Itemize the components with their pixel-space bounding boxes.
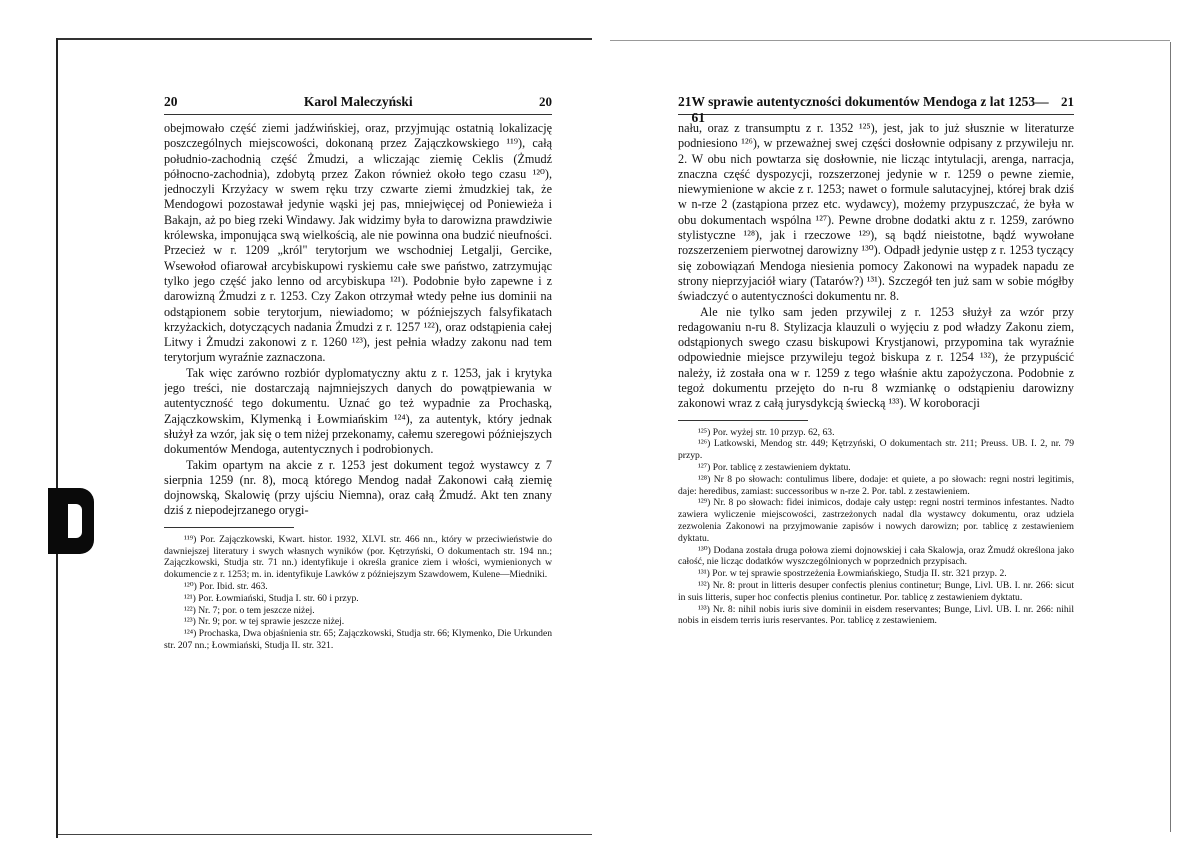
footnote-126: ¹²⁶) Latkowski, Mendog str. 449; Kętrzyński, O dokumentach str. 211; Preuss. UB. I. 2, nr. 79 przyp. <box>678 438 1074 462</box>
footnote-128: ¹²⁸) Nr 8 po słowach: contulimus libere, dodaje: et quiete, a po słowach: regni nostri legitimis, daje: heredibus, zamiast: successoribus w n-rze 2. Por. tabl. z zestawieniem. <box>678 473 1074 497</box>
footnote-121: ¹²¹) Por. Łowmiański, Studja I. str. 60 i przyp. <box>184 592 359 604</box>
left-footnotes <box>164 534 552 652</box>
footnote-127: ¹²⁷) Por. tablicę z zestawieniem dyktatu. <box>698 462 851 474</box>
footnote-123: ¹²³) Nr. 9; por. w tej sprawie jeszcze niżej. <box>184 616 345 628</box>
left-paragraph-2: Tak więc zarówno rozbiór dyplomatyczny aktu z r. 1253, jak i krytyka jego treści, nie dostarczają najmniejszych danych do powątpiewania w autentyczność tego dokumentu. Uznać go też wypadnie za Prochaską, Zajączkowskim, Klymenką i Łowmiańskim ¹²⁴), za autentyk, który jednak służył za wzór, jak się o tem niżej przekonamy, całemu szeregowi późniejszych dokumentów Mendoga, autentycznych i podrobionych. <box>164 365 552 457</box>
left-paragraph-1: obejmowało część ziemi jadźwińskiej, oraz, przyjmując ostatnią lokalizację poszczególnych miejscowości, dokonaną przez Zajączkowskiego ¹¹⁹), całą południo-zachodnią część Żmudzi, a wliczając ziemię Ceklis (Żmudź północno-zachodnia), zdobytą przez Zakon również około tego czasu ¹²⁰), jednoczyli Krzyżacy w swem ręku trzy czwarte ziemi żmudzkiej tak, że Mendogowi pozostawał jedynie wąski jej pas, mniejwięcej od Poniewieża i Bakajn, aż po bieg rzeki Windawy. Jak widzimy była to darowizna prawdziwie królewska, imponująca swą wielkością, ale nie powinna ona budzić nieufności. Przecież w r. 1209 „król" terytorjum we wschodniej Letgalji, Gercike, Wsewołod ofiarował arcybiskupowi ryskiemu całe swe państwo, zatrzymując tylko jego część jako lenno od arcybiskupa ¹²¹). Podobnie było zapewne i z darowizną Żmudzi z r. 1253. Czy Zakon otrzymał wtedy pełne ius dominii na odstąpionem sobie terytorjum, niewiadomo; w późniejszych falsyfikatach krzyżackich, dotyczących nadania Żmudzi z r. 1257 ¹²²), oraz odstąpienia całej Litwy i Żmudzi zakonowi z r. 1260 ¹²³), jest pełnia władzy zakonu nad tem terytorjum wyraźnie zaznaczona. <box>164 121 552 365</box>
footnote-119: ¹¹⁹) Por. Zajączkowski, Kwart. histor. 1932, XLVI. str. 466 nn., który w przeciwieństwie do dawniejszej literatury i swych własnych wyników (por. Kętrzyński, O dokumentach str. 194 nn.; Zajączkowski, Studja str. 71 nn.) identyfikuje i określa granice ziem i włości, wymienionych w dokumencie z r. 1253; m. in. identyfikuje Lawków z późniejszym Szawdowem, Kulene—Miedniki. <box>164 533 552 581</box>
right-footnotes <box>678 427 1074 628</box>
footnote-124: ¹²⁴) Prochaska, Dwa objaśnienia str. 65; Zajączkowski, Studja str. 66; Klymenko, Die Urkunden str. 207 nn.; Łowmiański, Studja II. str. 321. <box>164 628 552 651</box>
left-page-number: 20 <box>164 94 178 109</box>
right-page-number: 21 <box>678 94 692 109</box>
binder-clip <box>48 488 94 554</box>
footnote-122: ¹²²) Nr. 7; por. o tem jeszcze niżej. <box>184 604 315 616</box>
left-running-title: Karol Maleczyński <box>303 94 413 109</box>
scan-border-left <box>56 38 58 838</box>
footnote-129: ¹²⁹) Nr. 8 po słowach: fidei inimicos, dodaje cały ustęp: regni nostri terminos infestantes. Nadto zawiera wyliczenie miejscowości, zastrzeżonych nadal dla wystawcy dokumentu, oraz udziela zezwolenia Zakonowi na przyjmowanie zapisów i nowych darowizn; por. tablicę z zestawieniem dyktatu. <box>678 497 1074 544</box>
right-paragraph-2: Ale nie tylko sam jeden przywilej z r. 1253 służył za wzór przy redagowaniu n-ru 8. Stylizacja klauzuli o wyjęciu z pod władzy Zakonu ziem, odstąpionych swego czasu biskupowi Krystjanowi, przypomina tak wyraźnie odpowiednie miejsce przywileju tegoż biskupa z r. 1254 ¹³²), że przypuścić należy, iż została ona w r. 1259 z tego właśnie aktu zapożyczona. Podobnie z tegoż dokumentu przejęto do n-ru 8 wzmiankę o odstąpieniu darowizny zakonowi wraz z całą jurysdykcją świecką ¹³³). W koroboracji <box>678 304 1074 411</box>
left-page-number-duplicate: 20 <box>539 94 552 109</box>
left-footnote-rule <box>164 527 294 528</box>
left-body-text <box>164 121 552 519</box>
footnote-132: ¹³²) Nr. 8: prout in litteris desuper confectis plenius continetur; Bunge, Livl. UB. I. nr. 266: sicut in suis litteris, super hoc confectis plenius continetur. Por. tablicę z zestawieniem dyktatu. <box>678 580 1074 603</box>
right-footnote-rule <box>678 420 808 421</box>
right-page <box>678 94 1074 814</box>
right-body-text <box>678 121 1074 412</box>
left-page-header <box>164 94 552 112</box>
scan-border-top <box>58 38 592 40</box>
footnote-130: ¹³⁰) Dodana została druga połowa ziemi dojnowskiej i cała Skalowja, oraz Żmudź określona jako całość, nie licząc dodatków wyszczególnionych w poprzednich przypisach. <box>678 544 1074 568</box>
left-header-rule <box>164 114 552 115</box>
left-page <box>164 94 552 814</box>
right-running-title: W sprawie autentyczności dokumentów Mendoga z lat 1253—61 <box>691 94 1049 125</box>
scan-border-bottom <box>58 834 592 835</box>
left-paragraph-3: Takim opartym na akcie z r. 1253 jest dokument tegoż wystawcy z 7 sierpnia 1259 (nr. 8), mocą którego Mendog nadał Zakonowi całą ziemię dojnowską, Skalowię (przy ujściu Niemna), oraz całą Żmudź. Akt ten znany dziś z niepodejrzanego orygi- <box>164 457 552 518</box>
right-page-number-duplicate: 21 <box>1061 94 1074 109</box>
scan-border-top-right <box>610 40 1170 41</box>
footnote-120: ¹²⁰) Por. Ibid. str. 463. <box>184 580 268 592</box>
footnote-131: ¹³¹) Por. w tej sprawie spostrzeżenia Łowmiańskiego, Studja II. str. 321 przyp. 2. <box>698 568 1007 580</box>
right-page-header <box>678 94 1074 125</box>
scan-border-right <box>1170 42 1171 832</box>
footnote-125: ¹²⁵) Por. wyżej str. 10 przyp. 62, 63. <box>698 426 835 438</box>
footnote-133: ¹³³) Nr. 8: nihil nobis iuris sive dominii in eisdem reservantes; Bunge, Livl. UB. I. nr. 266: nihil nobis in eisdem terris iuris reservantes. Por. tablicę z zestawieniem. <box>678 603 1074 627</box>
right-paragraph-1: nału, oraz z transumptu z r. 1352 ¹²⁵), jest, jak to już słusznie w literaturze podniesiono ¹²⁶), w przeważnej swej części dosłownie odpisany z przywileju nr. 2. W obu nich powtarza się dosłownie, nie licząc intytulacji, arenga, narracja, znaczna część dyspozycji, rozszerzonej jedynie w r. 1259 o pewne ziemie, niewymienione w akcie z r. 1253; nawet o formule salutacyjnej, której brak dziś w n-rze 2 (zastąpiona przez etc. wydawcy), możemy przypuszczać, że była w obu dokumentach wspólna ¹²⁷). Pewne drobne dodatki aktu z r. 1259, zarówno stylistyczne ¹²⁸), jak i rzeczowe ¹²⁹), są bądź nieistotne, bądź wywołane rozszerzeniem pierwotnej darowizny ¹³⁰). Odpadł jedynie ustęp z r. 1253 tyczący się zobowiązań Mendoga niesienia pomocy Zakonowi na wypadek napadu ze strony nieprzyjaciół wiary (Tatarów?) ¹³¹). Szczegół ten już sam w sobie mógłby świadczyć o autentyczności dokumentu nr. 8. <box>678 121 1074 304</box>
